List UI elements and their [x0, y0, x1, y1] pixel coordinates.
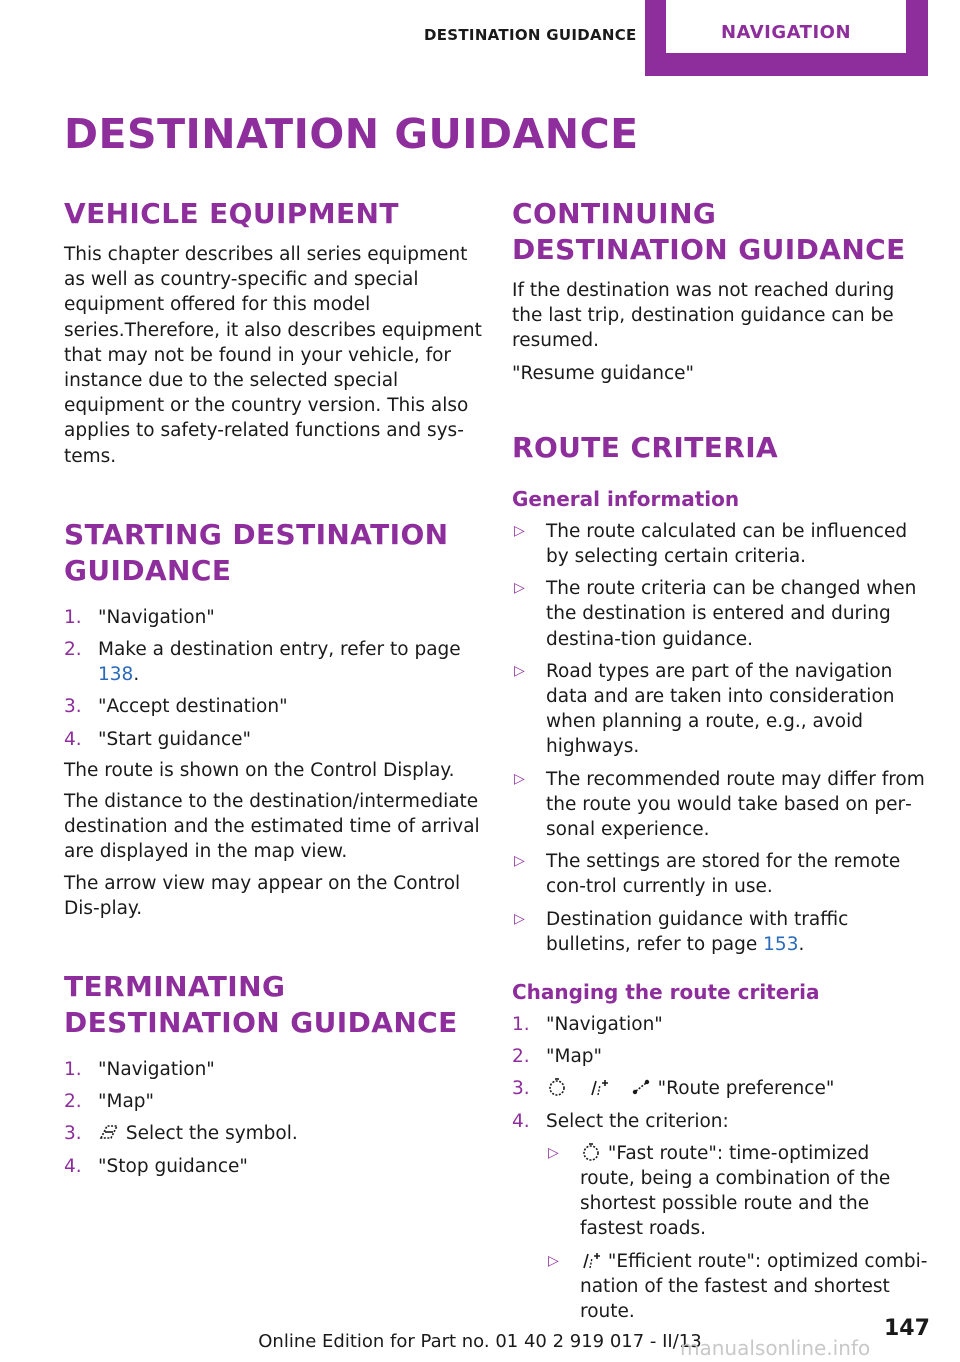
step-number: 4.	[64, 728, 82, 750]
step-number: 3.	[64, 696, 82, 718]
bullet-icon: ▷	[514, 910, 525, 927]
continuing-body: If the destination was not reached during the last trip, destination guidance can be resumed.	[512, 280, 895, 352]
step-tail: .	[133, 664, 140, 686]
bullet-text: Destination guidance with traffic bulletins, refer to page	[546, 908, 849, 955]
list-item	[512, 576, 928, 652]
bullet-icon: ▷	[514, 853, 525, 870]
step-number: 1.	[64, 1059, 82, 1081]
bullet-text: The route criteria can be changed when the destination is entered and during destina‐tion guidance.	[546, 578, 917, 650]
page-link[interactable]: 153	[763, 933, 799, 955]
step-text: Make a destination entry, refer to page	[98, 639, 461, 661]
list-item	[64, 605, 482, 630]
bullet-tail: .	[798, 933, 805, 955]
page-title: DESTINATION GUIDANCE	[64, 110, 639, 158]
bullet-icon: ▷	[514, 662, 525, 679]
step-text: Select the criterion:	[546, 1110, 729, 1132]
list-item	[512, 767, 928, 843]
list-item	[512, 1044, 928, 1069]
step-number: 3.	[512, 1078, 530, 1100]
resume-guidance-text: "Resume guidance"	[512, 362, 695, 384]
step-text: "Start guidance"	[98, 728, 252, 750]
list-item	[512, 1076, 928, 1101]
step-text: "Navigation"	[546, 1014, 663, 1036]
starting-steps	[64, 605, 482, 752]
efficient-route-icon	[580, 1250, 602, 1270]
bullet-text: The recommended route may differ from the route you would take based on per‐sonal experience.	[546, 768, 925, 841]
heading-continuing-guidance: CONTINUING DESTINATION GUIDANCE	[512, 197, 906, 266]
step-number: 1.	[512, 1014, 530, 1036]
step-text: Select the symbol.	[120, 1123, 298, 1145]
list-item	[512, 1109, 928, 1134]
bullet-text: "Fast route": time-optimized route, being a combination of the shortest possible route and the fastest roads.	[580, 1142, 891, 1240]
bullet-icon: ▷	[548, 1252, 559, 1269]
bullet-text: The route calculated can be influenced by selecting certain criteria.	[546, 520, 908, 568]
guidance-flag-icon	[98, 1122, 120, 1142]
list-item	[512, 907, 928, 957]
list-item	[64, 1154, 482, 1179]
distance-text: The distance to the destination/intermediate destination and the estimated time of arrival are displayed in the map view.	[64, 791, 480, 863]
stopwatch-icon	[546, 1077, 568, 1097]
list-item	[64, 1057, 482, 1082]
step-number: 3.	[64, 1123, 82, 1145]
step-number: 2.	[512, 1046, 530, 1068]
route-shown-text: The route is shown on the Control Display.	[64, 759, 455, 781]
step-number: 2.	[64, 1091, 82, 1113]
list-item	[512, 659, 928, 760]
list-item	[64, 694, 482, 719]
heading-route-criteria: ROUTE CRITERIA	[512, 430, 779, 464]
step-number: 2.	[64, 639, 82, 661]
list-item	[512, 519, 928, 569]
running-header: DESTINATION GUIDANCE	[424, 26, 637, 44]
bullet-text: "Efficient route": optimized combi‐nation of the fastest and shortest route.	[580, 1250, 928, 1323]
list-item	[546, 1141, 928, 1242]
arrow-view-text: The arrow view may appear on the Control Dis‐play.	[64, 872, 461, 919]
heading-terminating-guidance: TERMINATING DESTINATION GUIDANCE	[64, 970, 458, 1040]
bullet-icon: ▷	[514, 580, 525, 597]
bullet-icon: ▷	[548, 1144, 559, 1161]
page-link[interactable]: 138	[98, 664, 134, 686]
heading-starting-guidance: STARTING DESTINATION GUIDANCE	[64, 517, 449, 587]
step-text: "Stop guidance"	[98, 1155, 248, 1177]
step-text: "Navigation"	[98, 606, 215, 628]
step-number: 1.	[64, 606, 82, 628]
efficient-route-icon	[588, 1077, 610, 1097]
right-column	[512, 196, 928, 1324]
step-text: "Map"	[98, 1091, 155, 1113]
step-text: "Map"	[546, 1046, 603, 1068]
vehicle-equipment-body: This chapter describes all series equipment as well as country-specific and special equipment offered for this model series.Therefore, it also describes equipment that may not be found in your vehicle, for instance due to the selected special equipment or the country version. This also applies to safety-related functions and sys‐tems.	[64, 244, 482, 467]
bullet-icon: ▷	[514, 522, 525, 539]
page-number: 147	[884, 1316, 930, 1341]
list-item	[64, 637, 482, 687]
list-item	[546, 1249, 928, 1325]
step-text: "Route preference"	[651, 1078, 835, 1100]
terminating-steps	[64, 1057, 482, 1179]
changing-steps	[512, 1012, 928, 1134]
list-item	[512, 1012, 928, 1037]
step-number: 4.	[512, 1110, 530, 1132]
list-item	[64, 1121, 482, 1146]
list-item	[512, 849, 928, 899]
subheading-general-information: General information	[512, 486, 740, 511]
step-number: 4.	[64, 1155, 82, 1177]
general-bullets	[512, 519, 928, 957]
stopwatch-icon	[580, 1142, 602, 1162]
criterion-bullets	[546, 1141, 928, 1324]
bullet-icon: ▷	[514, 770, 525, 787]
heading-vehicle-equipment: VEHICLE EQUIPMENT	[64, 197, 399, 230]
left-column	[64, 196, 482, 1179]
step-text: "Navigation"	[98, 1059, 215, 1081]
bullet-text: The settings are stored for the remote con‐trol currently in use.	[546, 851, 901, 898]
route-preference-icon	[630, 1077, 652, 1097]
bullet-text: Road types are part of the navigation data and are taken into consideration when planning a route, e.g., avoid highways.	[546, 660, 895, 758]
footer-edition: Online Edition for Part no. 01 40 2 919 017 - II/13	[258, 1331, 702, 1352]
list-item	[64, 1089, 482, 1114]
list-item	[64, 727, 482, 752]
subheading-changing-route-criteria: Changing the route criteria	[512, 980, 820, 1005]
step-text: "Accept destination"	[98, 696, 288, 718]
watermark: manualsonline.info	[680, 1336, 871, 1360]
chapter-tab-label: NAVIGATION	[720, 22, 852, 43]
